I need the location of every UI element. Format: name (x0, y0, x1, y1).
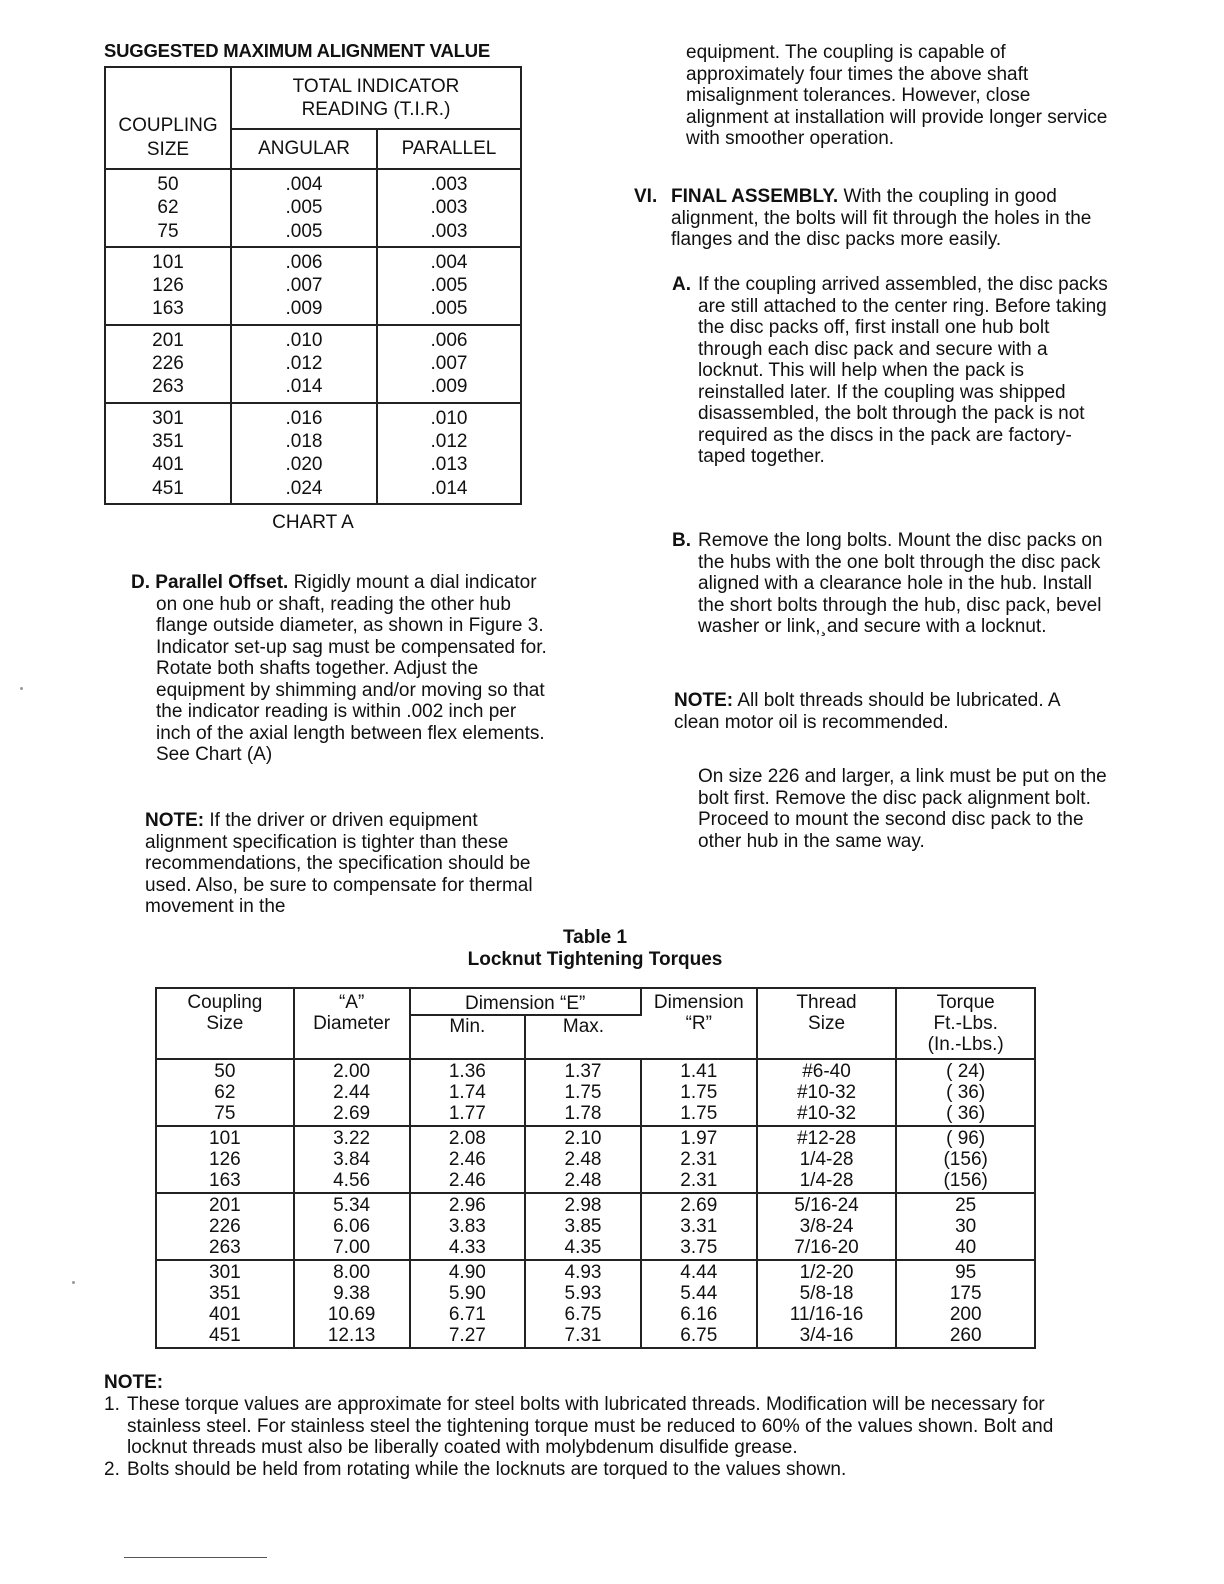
section-vi-text: With the coupling in good alignment, the bolts will fit through the holes in the flanges and the disc packs more easily. (671, 186, 1092, 250)
section-vi-final-assembly (634, 186, 1104, 251)
table1-thread-cell: 5/16-24 3/8-24 7/16-20 (757, 1193, 897, 1260)
table1-torque-cell: 25 30 40 (896, 1193, 1035, 1260)
note-item-text: Bolts should be held from rotating while the locknuts are torqued to the values shown. (127, 1458, 847, 1480)
chart-a-parallel-cell: .006 .007 .009 (377, 325, 521, 403)
right-note (674, 690, 1104, 733)
table1-header-a-diameter: “A” Diameter (294, 988, 410, 1059)
section-vi-number: VI. (634, 186, 658, 207)
chart-a-angular-cell: .004 .005 .005 (231, 169, 377, 247)
chart-a-size-cell: 101 126 163 (105, 247, 231, 325)
table1-header-coupling-size: Coupling Size (156, 988, 294, 1059)
chart-a-table (104, 66, 522, 505)
table1-size-cell: 101 126 163 (156, 1126, 294, 1193)
table1-min-cell: 2.08 2.46 2.46 (410, 1126, 526, 1193)
chart-a-group (105, 403, 521, 504)
left-note-text: If the driver or driven equipment alignment specification is tighter than these recommendations, the specification should be used. Also, be sure to compensate for thermal movement in the (145, 810, 533, 917)
notes-list (104, 1394, 1104, 1480)
chart-a-header-size: COUPLING SIZE (105, 67, 231, 169)
table1-r-cell: 1.41 1.75 1.75 (641, 1059, 757, 1126)
table1-header-thread-size: Thread Size (757, 988, 897, 1059)
note-item (104, 1459, 1104, 1481)
chart-a-size-cell: 50 62 75 (105, 169, 231, 247)
chart-a-size-cell: 201 226 263 (105, 325, 231, 403)
table1-thread-cell: #12-28 1/4-28 1/4-28 (757, 1126, 897, 1193)
table1-title: Table 1 Locknut Tightening Torques (467, 927, 723, 970)
table1-r-cell: 4.44 5.44 6.16 6.75 (641, 1260, 757, 1348)
table1-min-cell: 2.96 3.83 4.33 (410, 1193, 526, 1260)
table1-group (156, 1260, 1035, 1348)
item-b (672, 530, 1112, 638)
table1-header-dimension-r: Dimension “R” (641, 988, 757, 1059)
table1-size-cell: 50 62 75 (156, 1059, 294, 1126)
chart-a-header-angular: ANGULAR (231, 129, 377, 169)
chart-a-parallel-cell: .004 .005 .005 (377, 247, 521, 325)
table1-locknut-torques (155, 987, 1036, 1349)
table1-max-cell: 4.93 5.93 6.75 7.31 (525, 1260, 641, 1348)
chart-a-parallel-cell: .003 .003 .003 (377, 169, 521, 247)
table1-group (156, 1126, 1035, 1193)
item-b-text: Remove the long bolts. Mount the disc packs on the hubs with the one bolt through the disc pack aligned with a clearance hole in the hub. Install the short bolts through the hub, disc pack, bevel washer or link,¸and secure with a locknut. (698, 530, 1103, 637)
left-note-label: NOTE: (145, 810, 205, 831)
note-item-index: 2. (104, 1458, 120, 1480)
table1-a-cell: 8.00 9.38 10.69 12.13 (294, 1260, 410, 1348)
note-item-text: These torque values are approximate for steel bolts with lubricated threads. Modification will be necessary for stainless steel. For stainless steel the tightening torque must be reduced to 60% of the values shown. Bolt and locknut threads must also be liberally coated with molybdenum disulfide grease. (127, 1394, 1054, 1458)
scan-speck (20, 687, 23, 690)
chart-a-header-parallel: PARALLEL (377, 129, 521, 169)
table1-thread-cell: 1/2-20 5/8-18 11/16-16 3/4-16 (757, 1260, 897, 1348)
chart-a-parallel-cell: .010 .012 .013 .014 (430, 407, 468, 499)
chart-a-header-tir: TOTAL INDICATOR READING (T.I.R.) (231, 67, 521, 129)
item-b-letter: B. (672, 530, 691, 551)
item-d-parallel-offset (131, 572, 551, 766)
table1-a-cell: 2.00 2.44 2.69 (294, 1059, 410, 1126)
table1-thread-cell: #6-40 #10-32 #10-32 (757, 1059, 897, 1126)
table1-header-max: Max. (525, 1015, 641, 1059)
table1-header-torque: Torque Ft.-Lbs. (In.-Lbs.) (896, 988, 1035, 1059)
table1-max-cell: 1.37 1.75 1.78 (525, 1059, 641, 1126)
table1-size-cell: 301 351 401 451 (156, 1260, 294, 1348)
table1-max-cell: 2.98 3.85 4.35 (525, 1193, 641, 1260)
right-note-label: NOTE: (674, 690, 734, 711)
chart-a-group (105, 169, 521, 247)
note-item-index: 1. (104, 1394, 120, 1415)
table1-r-cell: 2.69 3.31 3.75 (641, 1193, 757, 1260)
table1-a-cell: 3.22 3.84 4.56 (294, 1126, 410, 1193)
chart-a-caption: CHART A (272, 512, 354, 533)
right-note-text: All bolt threads should be lubricated. A clean motor oil is recommended. (674, 690, 1060, 733)
chart-a-angular-cell: .010 .012 .014 (231, 325, 377, 403)
chart-a-angular-cell: .006 .007 .009 (231, 247, 377, 325)
item-d-text: Rigidly mount a dial indicator on one hub or shaft, reading the other hub flange outside diameter, as shown in Figure 3. Indicator set-up sag must be compensated for. Rotate both shafts together. Adjust the equipment by shimming and/or moving so that the indicator reading is within .002 inch per inch of the axial length between flex elements. See Chart (A) (156, 572, 547, 765)
chart-a-size-cell: 301 351 401 451 (105, 403, 231, 504)
chart-a-group (105, 247, 521, 325)
table1-header-min: Min. (410, 1015, 526, 1059)
item-a (672, 274, 1112, 468)
chart-a-angular-cell: .016 .018 .020 .024 (231, 403, 377, 504)
table1-group (156, 1059, 1035, 1126)
chart-a-title: SUGGESTED MAXIMUM ALIGNMENT VALUE (104, 40, 491, 61)
table1-max-cell: 2.10 2.48 2.48 (525, 1126, 641, 1193)
table1-r-cell: 1.97 2.31 2.31 (641, 1126, 757, 1193)
item-d-heading: D. Parallel Offset. (131, 572, 289, 593)
left-note (145, 810, 565, 918)
table1-min-cell: 4.90 5.90 6.71 7.27 (410, 1260, 526, 1348)
notes-title: NOTE: (104, 1372, 164, 1393)
item-a-text: If the coupling arrived assembled, the disc packs are still attached to the center ring. Before taking the disc packs off, first install one hub bolt through each disc pack and secure with a locknut. This will help when the pack is reinstalled later. If the coupling was shipped disassembled, the bolt through the pack is not required as the discs in the pack are factory-taped together. (698, 274, 1108, 467)
section-vi-heading: FINAL ASSEMBLY. (671, 186, 839, 207)
footer-rule (124, 1557, 267, 1558)
chart-a-group (105, 325, 521, 403)
scan-speck (72, 1281, 75, 1284)
table1-a-cell: 5.34 6.06 7.00 (294, 1193, 410, 1260)
table1-torque-cell: 95 175 200 260 (949, 1262, 982, 1346)
table1-header-dimension-e: Dimension “E” (410, 988, 641, 1015)
note-item (104, 1394, 1104, 1459)
table1-torque-cell: ( 96) (156) (156) (896, 1126, 1035, 1193)
right-intro-paragraph: equipment. The coupling is capable of approximately four times the above shaft misalignment tolerances. However, close alignment at installation will provide longer service with smoother operation. (686, 42, 1108, 149)
item-a-letter: A. (672, 274, 691, 295)
table1-min-cell: 1.36 1.74 1.77 (410, 1059, 526, 1126)
size-226-paragraph: On size 226 and larger, a link must be put on the bolt first. Remove the disc pack alignment bolt. Proceed to mount the second disc pack to the other hub in the same way. (698, 766, 1107, 852)
table1-torque-cell: ( 24) ( 36) ( 36) (896, 1059, 1035, 1126)
table1-size-cell: 201 226 263 (156, 1193, 294, 1260)
table1-group (156, 1193, 1035, 1260)
